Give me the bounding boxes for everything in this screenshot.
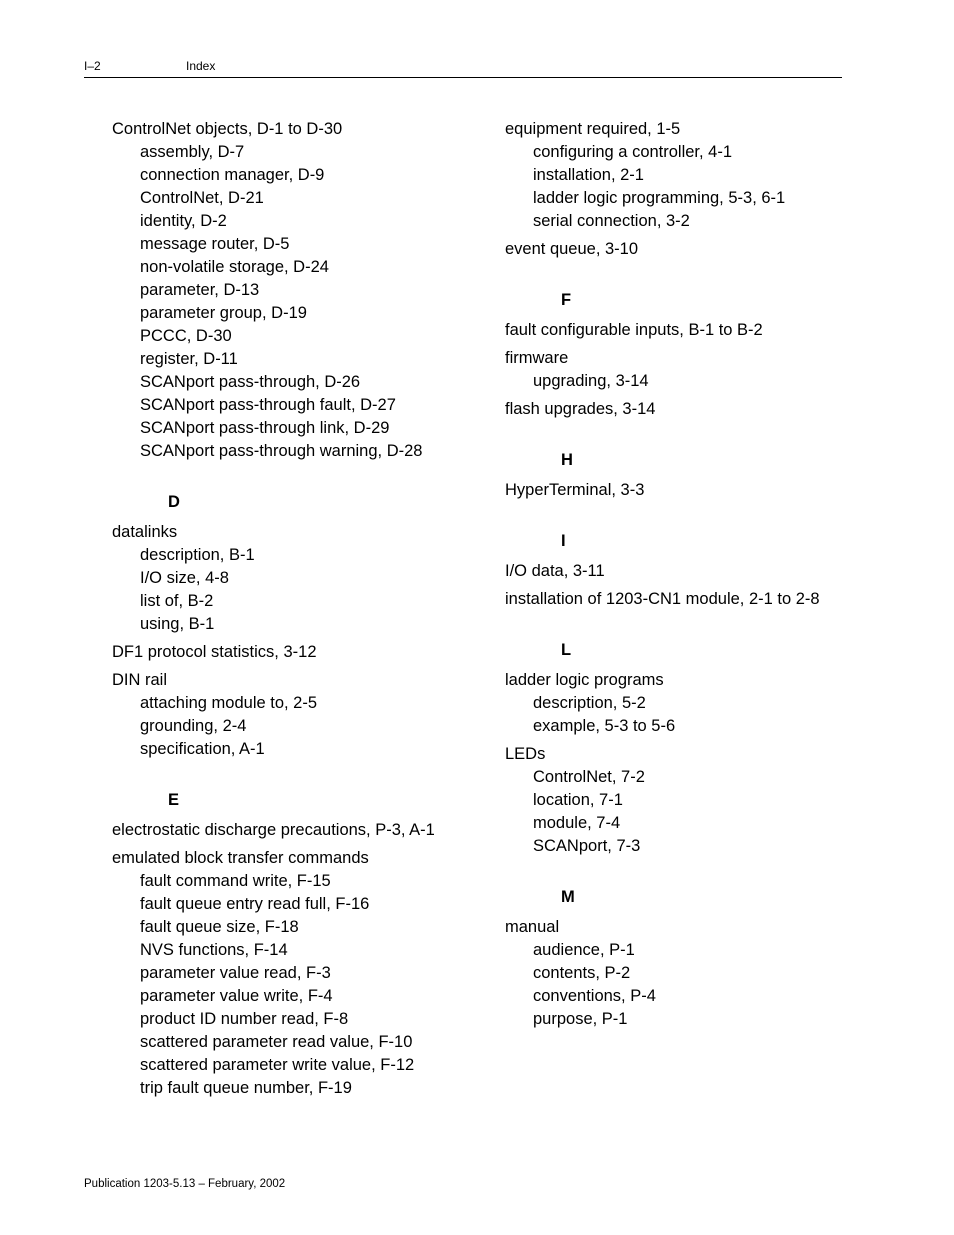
- index-subentry: NVS functions, F-14: [140, 941, 288, 959]
- index-entry: [505, 588, 820, 611]
- index-section: [505, 118, 820, 261]
- index-entry-main: equipment required, 1-5: [505, 120, 681, 138]
- index-subentry: connection manager, D-9: [140, 166, 325, 184]
- section-letter: D: [168, 493, 180, 511]
- index-entry-main: manual: [505, 918, 560, 936]
- index-section: [505, 530, 820, 611]
- index-subentry: parameter, D-13: [140, 281, 260, 299]
- index-entry: [112, 669, 435, 761]
- index-subentry: specification, A-1: [140, 740, 265, 758]
- index-entry: [505, 479, 820, 502]
- header-rule: [84, 77, 842, 78]
- index-subentry: ControlNet, D-21: [140, 189, 264, 207]
- section-letter: E: [168, 791, 180, 809]
- index-subentry: module, 7-4: [533, 814, 621, 832]
- index-subentry: assembly, D-7: [140, 143, 245, 161]
- index-subentry: example, 5-3 to 5-6: [533, 717, 676, 735]
- index-entry: [505, 319, 820, 342]
- index-entry-main: ladder logic programs: [505, 671, 664, 689]
- index-entry-main: event queue, 3-10: [505, 240, 639, 258]
- index-entry: [112, 118, 435, 463]
- index-section: [505, 289, 820, 421]
- index-entry: [505, 398, 820, 421]
- index-subentry: message router, D-5: [140, 235, 290, 253]
- index-subentry: SCANport, 7-3: [533, 837, 641, 855]
- index-subentry: attaching module to, 2-5: [140, 694, 318, 712]
- index-entry: [505, 916, 820, 1031]
- section-letter: I: [561, 532, 566, 550]
- index-subentry: fault queue size, F-18: [140, 918, 299, 936]
- index-subentry: SCANport pass-through link, D-29: [140, 419, 390, 437]
- index-subentry: upgrading, 3-14: [533, 372, 649, 390]
- index-subentry: non-volatile storage, D-24: [140, 258, 329, 276]
- index-section: [112, 789, 435, 1100]
- index-column-left: [112, 118, 435, 1105]
- index-entry-main: ControlNet objects, D-1 to D-30: [112, 120, 343, 138]
- section-letter: F: [561, 291, 572, 309]
- section-letter: M: [561, 888, 575, 906]
- index-entry: [505, 238, 820, 261]
- index-subentry: SCANport pass-through, D-26: [140, 373, 361, 391]
- publication-footer: Publication 1203-5.13 – February, 2002: [84, 1178, 286, 1190]
- index-subentry: using, B-1: [140, 615, 215, 633]
- index-entry: [112, 521, 435, 636]
- index-subentry: parameter group, D-19: [140, 304, 307, 322]
- index-entry-main: flash upgrades, 3-14: [505, 400, 656, 418]
- index-entry-main: LEDs: [505, 745, 546, 763]
- index-subentry: trip fault queue number, F-19: [140, 1079, 352, 1097]
- index-section: [505, 639, 820, 858]
- index-section: [505, 449, 820, 502]
- index-subentry: parameter value read, F-3: [140, 964, 331, 982]
- index-subentry: description, 5-2: [533, 694, 646, 712]
- section-letter: L: [561, 641, 572, 659]
- index-entry: [505, 669, 820, 738]
- index-subentry: ladder logic programming, 5-3, 6-1: [533, 189, 786, 207]
- index-subentry: list of, B-2: [140, 592, 214, 610]
- index-section: [112, 118, 435, 463]
- index-subentry: fault queue entry read full, F-16: [140, 895, 370, 913]
- index-entry: [505, 743, 820, 858]
- index-subentry: purpose, P-1: [533, 1010, 628, 1028]
- index-entry-main: datalinks: [112, 523, 178, 541]
- index-subentry: scattered parameter write value, F-12: [140, 1056, 415, 1074]
- index-entry: [505, 560, 820, 583]
- index-section: [505, 886, 820, 1031]
- index-subentry: description, B-1: [140, 546, 255, 564]
- index-subentry: register, D-11: [140, 350, 238, 368]
- index-subentry: product ID number read, F-8: [140, 1010, 349, 1028]
- index-subentry: conventions, P-4: [533, 987, 656, 1005]
- index-entry-main: firmware: [505, 349, 569, 367]
- index-entry-main: electrostatic discharge precautions, P-3, A-1: [112, 821, 435, 839]
- index-subentry: PCCC, D-30: [140, 327, 232, 345]
- index-entry-main: fault configurable inputs, B-1 to B-2: [505, 321, 763, 339]
- index-entry: [112, 847, 435, 1100]
- section-letter: H: [561, 451, 573, 469]
- index-entry: [505, 118, 820, 233]
- running-header-title: Index: [186, 59, 216, 73]
- index-column-right: [505, 118, 820, 1036]
- index-subentry: installation, 2-1: [533, 166, 644, 184]
- index-subentry: contents, P-2: [533, 964, 631, 982]
- index-subentry: scattered parameter read value, F-10: [140, 1033, 413, 1051]
- index-subentry: I/O size, 4-8: [140, 569, 229, 587]
- index-subentry: parameter value write, F-4: [140, 987, 333, 1005]
- index-entry-main: DIN rail: [112, 671, 168, 689]
- index-subentry: location, 7-1: [533, 791, 623, 809]
- index-entry-main: emulated block transfer commands: [112, 849, 369, 867]
- index-entry-main: HyperTerminal, 3-3: [505, 481, 645, 499]
- index-entry: [112, 819, 435, 842]
- index-subentry: audience, P-1: [533, 941, 635, 959]
- index-subentry: grounding, 2-4: [140, 717, 247, 735]
- index-subentry: SCANport pass-through warning, D-28: [140, 442, 423, 460]
- index-subentry: serial connection, 3-2: [533, 212, 690, 230]
- index-entry: [505, 347, 820, 393]
- index-section: [112, 491, 435, 761]
- page-number: I–2: [84, 59, 101, 73]
- index-subentry: SCANport pass-through fault, D-27: [140, 396, 396, 414]
- index-subentry: identity, D-2: [140, 212, 227, 230]
- index-subentry: fault command write, F-15: [140, 872, 331, 890]
- index-entry: [112, 641, 435, 664]
- index-subentry: ControlNet, 7-2: [533, 768, 645, 786]
- index-subentry: configuring a controller, 4-1: [533, 143, 733, 161]
- index-entry-main: DF1 protocol statistics, 3-12: [112, 643, 317, 661]
- index-entry-main: installation of 1203-CN1 module, 2-1 to 2-8: [505, 590, 820, 608]
- index-entry-main: I/O data, 3-11: [505, 562, 605, 580]
